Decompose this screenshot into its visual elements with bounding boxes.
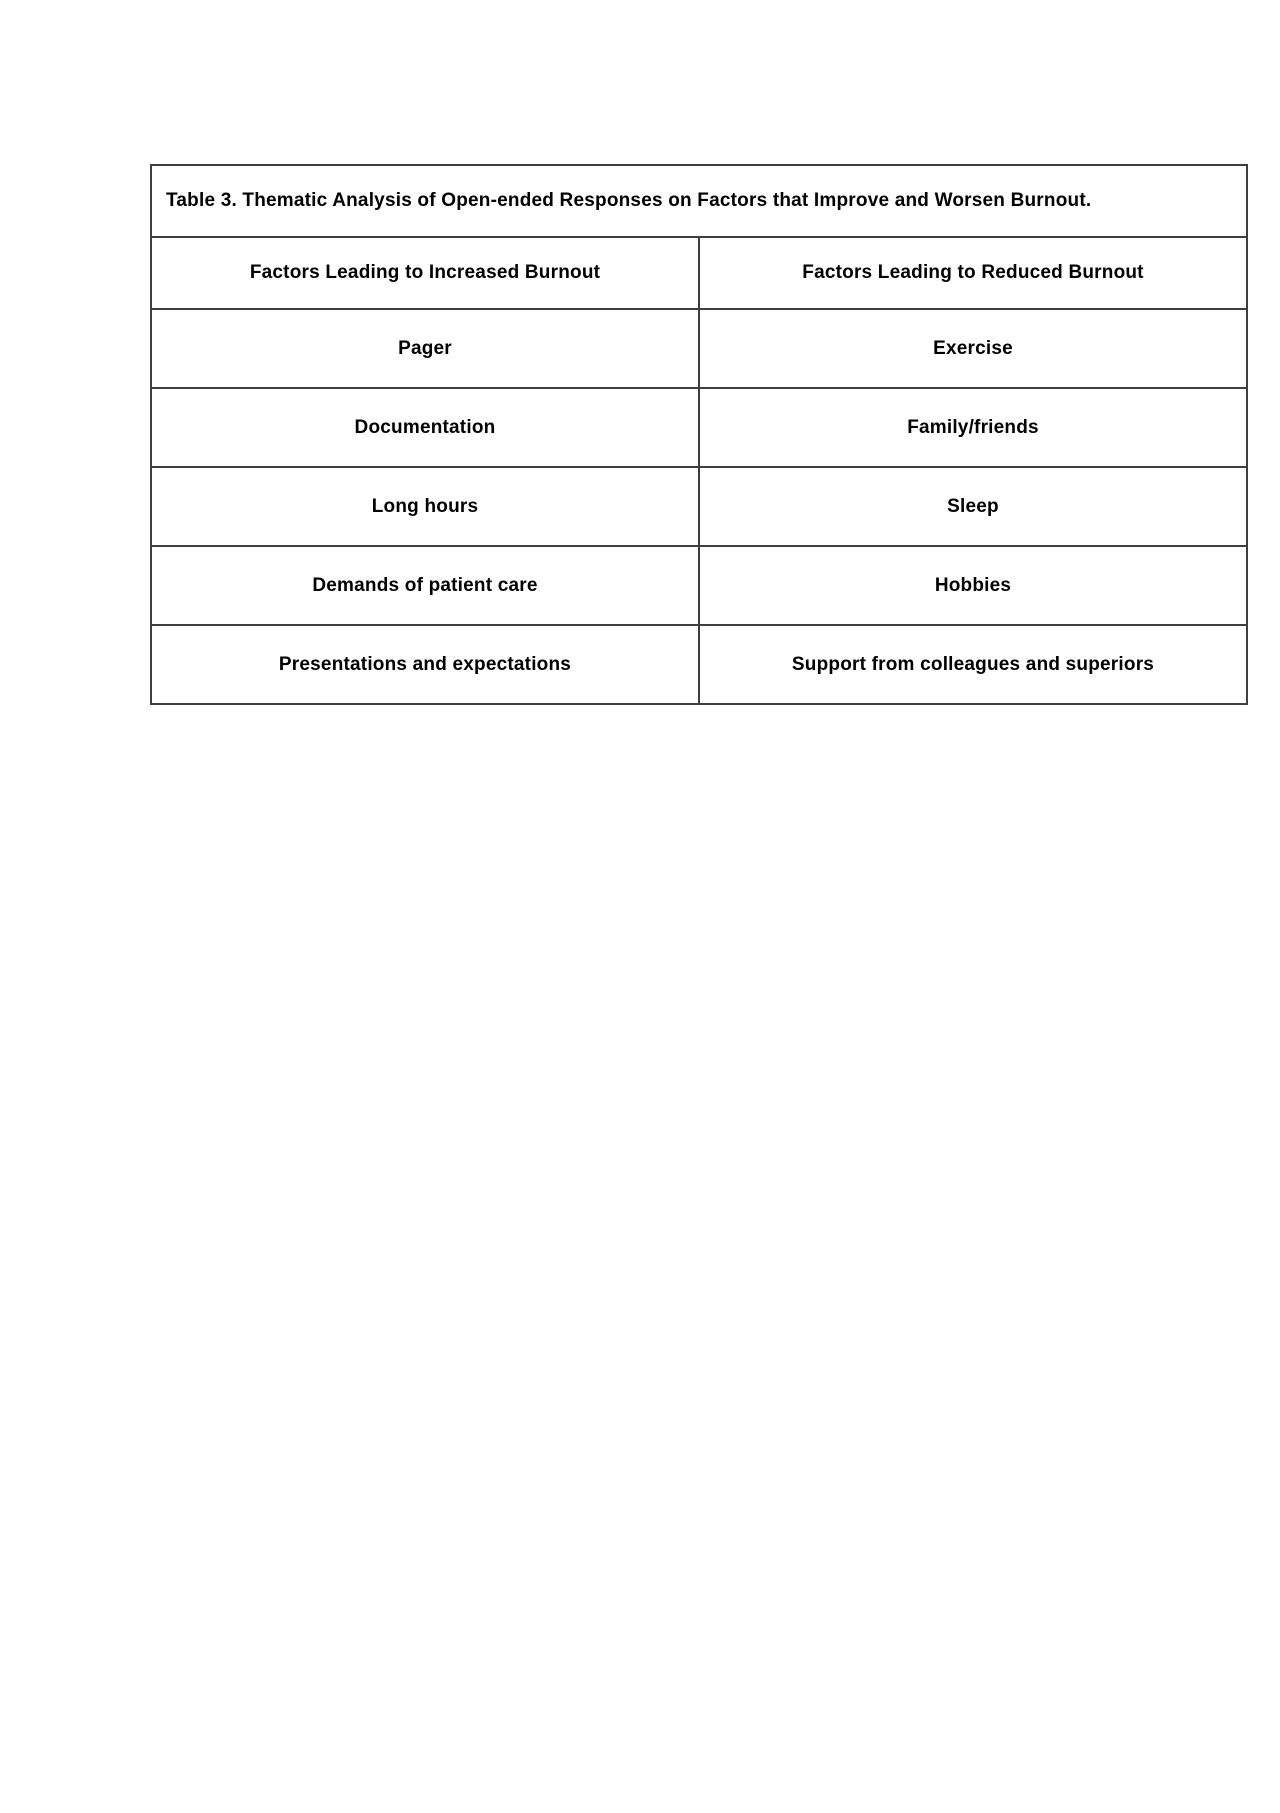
cell-reduced-factor: Family/friends: [699, 388, 1247, 467]
cell-reduced-factor: Exercise: [699, 309, 1247, 388]
column-header-reduced-burnout: Factors Leading to Reduced Burnout: [699, 237, 1247, 309]
cell-increased-factor: Documentation: [151, 388, 699, 467]
table-title-row: [151, 165, 1247, 237]
cell-reduced-factor: Support from colleagues and superiors: [699, 625, 1247, 704]
cell-increased-factor: Presentations and expectations: [151, 625, 699, 704]
table-row: [151, 546, 1247, 625]
table-row: [151, 625, 1247, 704]
table-title: Table 3. Thematic Analysis of Open-ended Responses on Factors that Improve and Worsen Burnout.: [151, 165, 1247, 237]
cell-increased-factor: Demands of patient care: [151, 546, 699, 625]
table-row: [151, 309, 1247, 388]
cell-increased-factor: Pager: [151, 309, 699, 388]
table-row: [151, 388, 1247, 467]
table-row: [151, 467, 1247, 546]
cell-reduced-factor: Sleep: [699, 467, 1247, 546]
cell-reduced-factor: Hobbies: [699, 546, 1247, 625]
table-header-row: [151, 237, 1247, 309]
column-header-increased-burnout: Factors Leading to Increased Burnout: [151, 237, 699, 309]
burnout-factors-table: [150, 164, 1248, 705]
cell-increased-factor: Long hours: [151, 467, 699, 546]
